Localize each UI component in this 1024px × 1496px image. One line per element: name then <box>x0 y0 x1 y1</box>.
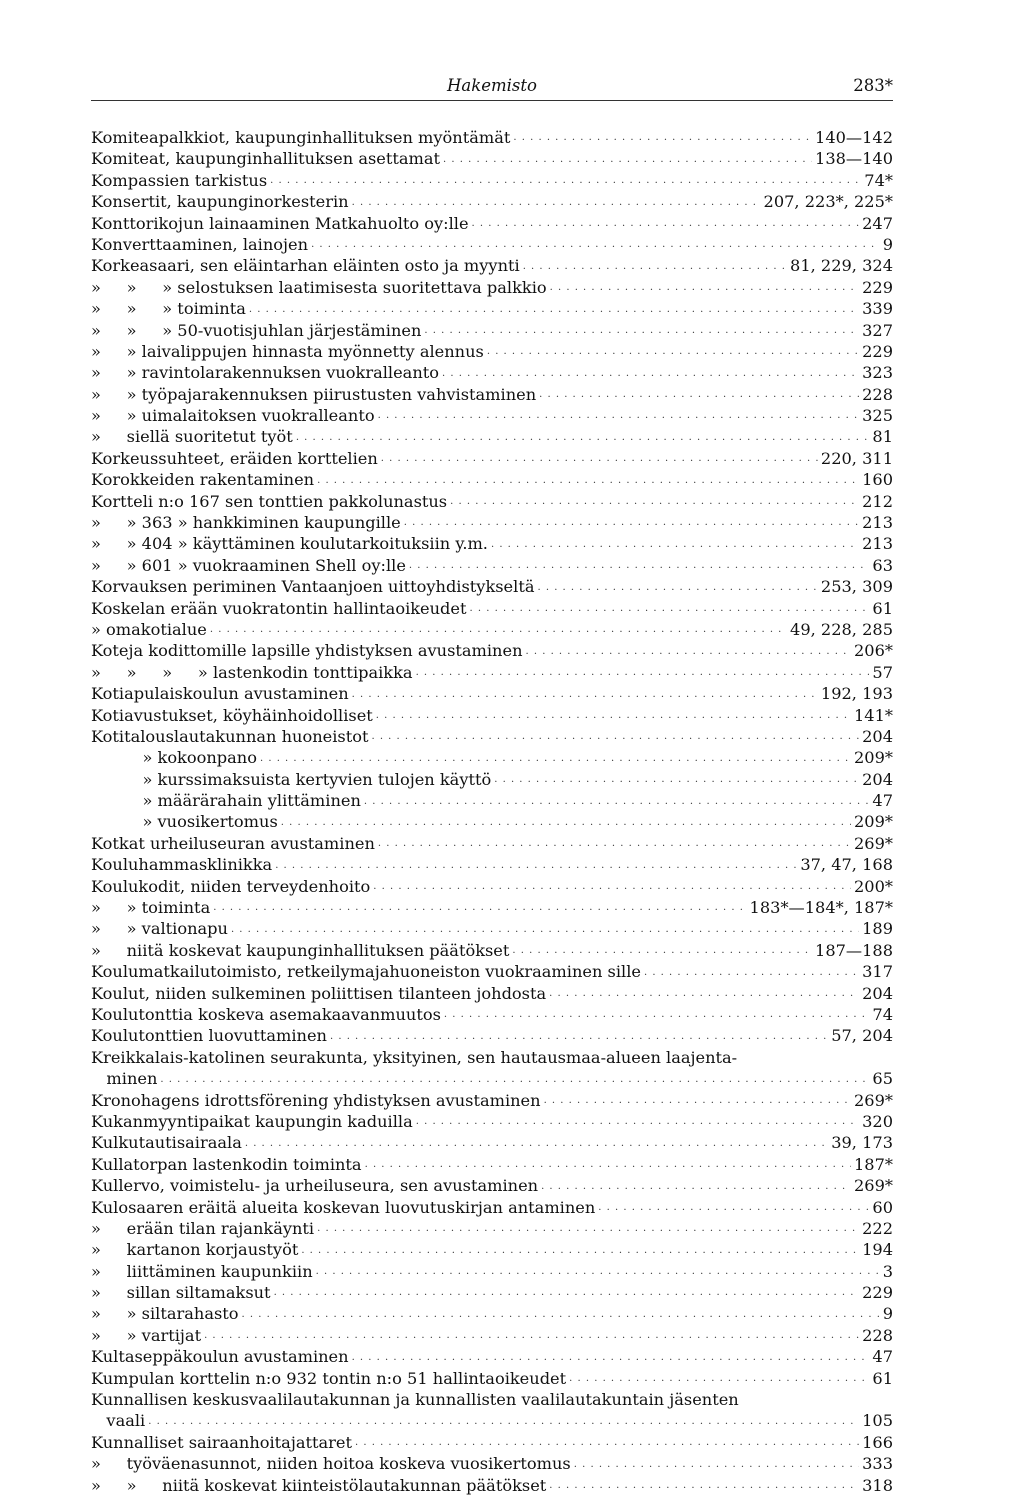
index-entry <box>91 769 893 790</box>
entry-text: Koskelan erään vuokratontin hallintaoikeudet <box>91 598 467 618</box>
dot-leader <box>281 818 851 828</box>
dot-leader <box>544 1096 851 1106</box>
dot-leader <box>249 305 859 315</box>
index-entry <box>91 320 893 341</box>
dot-leader <box>598 1203 869 1213</box>
entry-pages: 213 <box>862 534 893 554</box>
entry-pages: 74* <box>864 170 893 190</box>
entry-pages: 253, 309 <box>820 577 893 597</box>
entry-pages: 317 <box>862 962 893 982</box>
index-entry <box>91 854 893 875</box>
dot-leader <box>494 775 859 785</box>
index-entry <box>91 1325 893 1346</box>
dot-leader <box>364 797 870 807</box>
entry-pages: 65 <box>872 1069 893 1089</box>
entry-text: » » vartijat <box>91 1325 202 1345</box>
dot-leader <box>523 262 787 272</box>
entry-text: Korkeasaari, sen eläintarhan eläinten osto ja myynti <box>91 256 520 276</box>
index-entry <box>91 662 893 683</box>
dot-leader <box>550 283 859 293</box>
dot-leader <box>512 946 812 956</box>
entry-pages: 222 <box>862 1218 893 1238</box>
entry-text: Kunnalliset sairaanhoitajattaret <box>91 1432 352 1452</box>
dot-leader <box>442 369 859 379</box>
dot-leader <box>204 1331 859 1341</box>
index-entry <box>91 1175 893 1196</box>
entry-text: Kronohagens idrottsförening yhdistyksen avustaminen <box>91 1090 541 1110</box>
entry-pages: 200* <box>854 876 893 896</box>
index-entry <box>91 148 893 169</box>
dot-leader <box>317 476 859 486</box>
index-entry <box>91 1368 893 1389</box>
entry-pages: 81, 229, 324 <box>790 256 893 276</box>
dot-leader <box>330 1032 828 1042</box>
dot-leader <box>148 1417 859 1427</box>
entry-text: » kurssimaksuista kertyvien tulojen käyttö <box>91 769 492 789</box>
index-entry <box>91 298 893 319</box>
index-entry <box>91 491 893 512</box>
entry-text: Komiteat, kaupunginhallituksen asettamat <box>91 149 441 169</box>
entry-text: Kunnallisen keskusvaalilautakunnan ja kunnallisten vaalilautakuntain jäsenten <box>91 1390 739 1410</box>
index-page <box>91 74 893 1496</box>
index-entry <box>91 405 893 426</box>
page-header <box>91 74 893 101</box>
index-entry <box>91 790 893 811</box>
entry-text: Kumpulan korttelin n:o 932 tontin n:o 51 hallintaoikeudet <box>91 1368 567 1388</box>
entry-text: Koulutonttien luovuttaminen <box>91 1026 327 1046</box>
entry-text: » kartanon korjaustyöt <box>91 1240 299 1260</box>
entry-text: Kompassien tarkistus <box>91 170 268 190</box>
index-entry <box>91 1197 893 1218</box>
entry-text: Kullervo, voimistelu- ja urheiluseura, sen avustaminen <box>91 1176 539 1196</box>
entry-text: Korokkeiden rakentaminen <box>91 470 315 490</box>
entry-text: Kotitalouslautakunnan huoneistot <box>91 726 369 746</box>
entry-text: Koulumatkailutoimisto, retkeilymajahuoneiston vuokraaminen sille <box>91 962 641 982</box>
dot-leader <box>574 1460 859 1470</box>
entry-text: Kullatorpan lastenkodin toiminta <box>91 1154 362 1174</box>
dot-leader <box>270 176 861 186</box>
entry-pages: 204 <box>862 769 893 789</box>
dot-leader <box>404 518 859 528</box>
entry-text: Koteja kodittomille lapsille yhdistyksen avustaminen <box>91 641 523 661</box>
entry-pages: 166 <box>862 1432 893 1452</box>
entry-pages: 47 <box>872 791 893 811</box>
entry-text: Korvauksen periminen Vantaanjoen uittoyhdistykseltä <box>91 577 535 597</box>
index-entry <box>91 1068 893 1089</box>
dot-leader <box>526 647 852 657</box>
dot-leader <box>424 326 859 336</box>
index-entry <box>91 1218 893 1239</box>
entry-pages: 320 <box>862 1111 893 1131</box>
entry-text: » » 404 » käyttäminen koulutarkoituksiin y.m. <box>91 534 488 554</box>
index-entry <box>91 555 893 576</box>
entry-pages: 61 <box>872 1368 893 1388</box>
dot-leader <box>245 1139 828 1149</box>
dot-leader <box>444 1010 869 1020</box>
entry-pages: 204 <box>862 983 893 1003</box>
index-entry <box>91 1090 893 1111</box>
dot-leader <box>539 390 859 400</box>
index-entry <box>91 1303 893 1324</box>
entry-text: Kulkutautisairaala <box>91 1133 242 1153</box>
index-entry <box>91 1261 893 1282</box>
index-entry <box>91 469 893 490</box>
dot-leader <box>260 754 851 764</box>
index-entry <box>91 512 893 533</box>
entry-pages: 323 <box>862 363 893 383</box>
index-entry <box>91 1453 893 1474</box>
dot-leader <box>513 133 812 143</box>
entry-pages: 209* <box>854 812 893 832</box>
index-entry <box>91 1025 893 1046</box>
entry-pages: 229 <box>862 1283 893 1303</box>
entry-pages: 63 <box>872 555 893 575</box>
dot-leader <box>569 1374 869 1384</box>
dot-leader <box>231 925 859 935</box>
index-entry <box>91 812 893 833</box>
entry-pages: 213 <box>862 513 893 533</box>
dot-leader <box>644 968 859 978</box>
index-entry <box>91 876 893 897</box>
dot-leader <box>378 839 851 849</box>
dot-leader <box>242 1310 880 1320</box>
index-entry <box>91 426 893 447</box>
dot-leader <box>352 198 761 208</box>
index-entry <box>91 1004 893 1025</box>
dot-leader <box>213 903 746 913</box>
entry-text: » » » toiminta <box>91 299 246 319</box>
entry-pages: 339 <box>862 299 893 319</box>
entry-pages: 206* <box>854 641 893 661</box>
dot-leader <box>549 989 859 999</box>
entry-pages: 325 <box>862 406 893 426</box>
entry-pages: 318 <box>862 1475 893 1495</box>
entry-pages: 209* <box>854 748 893 768</box>
entry-pages: 105 <box>862 1411 893 1431</box>
entry-pages: 229 <box>862 277 893 297</box>
entry-text: Kouluhammasklinikka <box>91 855 273 875</box>
entry-pages: 60 <box>872 1197 893 1217</box>
dot-leader <box>378 411 860 421</box>
entry-pages: 194 <box>862 1240 893 1260</box>
entry-pages: 140—142 <box>815 127 893 147</box>
dot-leader <box>355 1438 859 1448</box>
entry-text: » » toiminta <box>91 898 211 918</box>
index-entry <box>91 833 893 854</box>
entry-pages: 141* <box>854 705 893 725</box>
entry-pages: 228 <box>862 384 893 404</box>
dot-leader <box>443 155 812 165</box>
entry-text: » erään tilan rajankäynti <box>91 1218 315 1238</box>
index-entry <box>91 983 893 1004</box>
entry-text: » » työpajarakennuksen piirustusten vahvistaminen <box>91 384 537 404</box>
index-entry <box>91 705 893 726</box>
entry-text: » » » selostuksen laatimisesta suoritettava palkkio <box>91 277 547 297</box>
index-entry <box>91 127 893 148</box>
entry-pages: 327 <box>862 320 893 340</box>
index-entry <box>91 213 893 234</box>
dot-leader <box>381 454 818 464</box>
entry-text: Kreikkalais-katolinen seurakunta, yksityinen, sen hautausmaa-alueen laajenta- <box>91 1047 738 1067</box>
entry-text: Kukanmyyntipaikat kaupungin kaduilla <box>91 1111 413 1131</box>
dot-leader <box>317 1224 859 1234</box>
index-entry <box>91 1475 893 1496</box>
index-entry <box>91 683 893 704</box>
index-entry <box>91 1239 893 1260</box>
entry-text: Koulut, niiden sulkeminen poliittisen tilanteen johdosta <box>91 983 547 1003</box>
entry-text: » » valtionapu <box>91 919 228 939</box>
dot-leader <box>371 732 859 742</box>
entry-pages: 189 <box>862 919 893 939</box>
index-entry <box>91 1432 893 1453</box>
index-entry <box>91 1346 893 1367</box>
index-entry <box>91 619 893 640</box>
index-entry <box>91 1282 893 1303</box>
entry-text: Kotkat urheiluseuran avustaminen <box>91 833 375 853</box>
entry-text: Komiteapalkkiot, kaupunginhallituksen myöntämät <box>91 127 511 147</box>
entry-text: Kortteli n:o 167 sen tonttien pakkolunastus <box>91 491 448 511</box>
entry-text: Koulukodit, niiden terveydenhoito <box>91 876 371 896</box>
entry-pages: 9 <box>882 234 893 254</box>
index-entry <box>91 533 893 554</box>
entry-pages: 187—188 <box>815 940 893 960</box>
index-entry <box>91 1047 893 1068</box>
dot-leader <box>316 1267 880 1277</box>
dot-leader <box>416 668 870 678</box>
dot-leader <box>470 604 870 614</box>
entry-pages: 269* <box>854 1176 893 1196</box>
index-entry <box>91 234 893 255</box>
entry-text: » » 601 » vuokraaminen Shell oy:lle <box>91 555 406 575</box>
entry-pages: 57 <box>872 662 893 682</box>
entry-text: Kotiavustukset, köyhäinhoidolliset <box>91 705 373 725</box>
index-entry <box>91 341 893 362</box>
dot-leader <box>275 861 797 871</box>
entry-text: vaali <box>91 1411 146 1431</box>
entry-text: » » siltarahasto <box>91 1304 239 1324</box>
entry-text: » » 363 » hankkiminen kaupungille <box>91 513 401 533</box>
entry-text: Koulutonttia koskeva asemakaavanmuutos <box>91 1005 441 1024</box>
index-entry <box>91 362 893 383</box>
dot-leader <box>537 583 817 593</box>
index-entry <box>91 255 893 276</box>
dot-leader <box>491 540 859 550</box>
entry-pages: 212 <box>862 491 893 511</box>
page-number: 283* <box>853 76 893 95</box>
entry-pages: 49, 228, 285 <box>790 619 893 639</box>
entry-text: » omakotialue <box>91 619 207 639</box>
entry-pages: 160 <box>862 470 893 490</box>
entry-pages: 333 <box>862 1454 893 1474</box>
entry-pages: 183*—184*, 187* <box>749 898 893 918</box>
entry-pages: 247 <box>862 213 893 233</box>
entry-text: » » ravintolarakennuksen vuokralleanto <box>91 363 439 383</box>
entry-pages: 229 <box>862 341 893 361</box>
index-entry <box>91 1111 893 1132</box>
index-entry <box>91 1132 893 1153</box>
entry-pages: 74 <box>872 1005 893 1024</box>
entry-pages: 9 <box>882 1304 893 1324</box>
index-entry <box>91 897 893 918</box>
dot-leader <box>365 1160 851 1170</box>
dot-leader <box>274 1288 860 1298</box>
dot-leader <box>301 1246 859 1256</box>
entry-text: » kokoonpano <box>91 748 257 768</box>
entry-pages: 187* <box>854 1154 893 1174</box>
entry-text: Korkeussuhteet, eräiden korttelien <box>91 448 378 468</box>
entry-pages: 269* <box>854 1090 893 1110</box>
entry-pages: 3 <box>882 1261 893 1281</box>
dot-leader <box>450 497 859 507</box>
entry-pages: 138—140 <box>815 149 893 169</box>
entry-pages: 39, 173 <box>831 1133 893 1153</box>
dot-leader <box>296 433 870 443</box>
dot-leader <box>373 882 851 892</box>
index-entry <box>91 1389 893 1410</box>
dot-leader <box>416 1117 859 1127</box>
dot-leader <box>352 1353 870 1363</box>
entry-text: » liittäminen kaupunkiin <box>91 1261 313 1281</box>
entry-pages: 207, 223*, 225* <box>763 192 893 212</box>
entry-pages: 269* <box>854 833 893 853</box>
index-entry <box>91 1410 893 1431</box>
entry-pages: 57, 204 <box>831 1026 893 1046</box>
entry-text: » määrärahain ylittäminen <box>91 791 361 811</box>
index-entry <box>91 170 893 191</box>
index-entry <box>91 640 893 661</box>
entry-text: minen <box>91 1069 158 1089</box>
entry-text: Kotiapulaiskoulun avustaminen <box>91 684 349 704</box>
entry-pages: 228 <box>862 1325 893 1345</box>
entry-pages: 81 <box>872 427 893 447</box>
index-entry <box>91 726 893 747</box>
entry-text: » siellä suoritetut työt <box>91 427 293 447</box>
entry-pages: 192, 193 <box>820 684 893 704</box>
dot-leader <box>160 1075 869 1085</box>
index-entry <box>91 918 893 939</box>
dot-leader <box>409 561 869 571</box>
dot-leader <box>487 347 859 357</box>
dot-leader <box>472 219 860 229</box>
index-entry <box>91 598 893 619</box>
index-entry <box>91 448 893 469</box>
index-entry <box>91 961 893 982</box>
page-title: Hakemisto <box>447 76 537 95</box>
index-entry <box>91 191 893 212</box>
index-entries <box>91 127 893 1496</box>
entry-text: » » laivalippujen hinnasta myönnetty alennus <box>91 341 484 361</box>
index-entry <box>91 747 893 768</box>
entry-text: Konttorikojun lainaaminen Matkahuolto oy:lle <box>91 213 469 233</box>
entry-text: » vuosikertomus <box>91 812 278 832</box>
entry-text: » » » 50-vuotisjuhlan järjestäminen <box>91 320 422 340</box>
index-entry <box>91 940 893 961</box>
entry-text: Kultaseppäkoulun avustaminen <box>91 1347 349 1367</box>
entry-text: » » » » lastenkodin tonttipaikka <box>91 662 413 682</box>
index-entry <box>91 1154 893 1175</box>
entry-pages: 204 <box>862 726 893 746</box>
entry-text: Kulosaaren eräitä alueita koskevan luovutuskirjan antaminen <box>91 1197 596 1217</box>
dot-leader <box>210 625 787 635</box>
entry-text: » » uimalaitoksen vuokralleanto <box>91 406 375 426</box>
dot-leader <box>541 1182 851 1192</box>
dot-leader <box>376 711 851 721</box>
dot-leader <box>311 240 880 250</box>
entry-text: » työväenasunnot, niiden hoitoa koskeva vuosikertomus <box>91 1454 571 1474</box>
index-entry <box>91 384 893 405</box>
entry-text: » sillan siltamaksut <box>91 1283 271 1303</box>
entry-text: Konverttaaminen, lainojen <box>91 234 309 254</box>
entry-pages: 220, 311 <box>820 448 893 468</box>
entry-text: » » niitä koskevat kiinteistölautakunnan päätökset <box>91 1475 547 1495</box>
entry-pages: 61 <box>872 598 893 618</box>
entry-text: » niitä koskevat kaupunginhallituksen päätökset <box>91 940 510 960</box>
entry-pages: 37, 47, 168 <box>800 855 893 875</box>
index-entry <box>91 576 893 597</box>
entry-pages: 47 <box>872 1347 893 1367</box>
dot-leader <box>352 690 818 700</box>
entry-text: Konsertit, kaupunginorkesterin <box>91 192 349 212</box>
index-entry <box>91 277 893 298</box>
